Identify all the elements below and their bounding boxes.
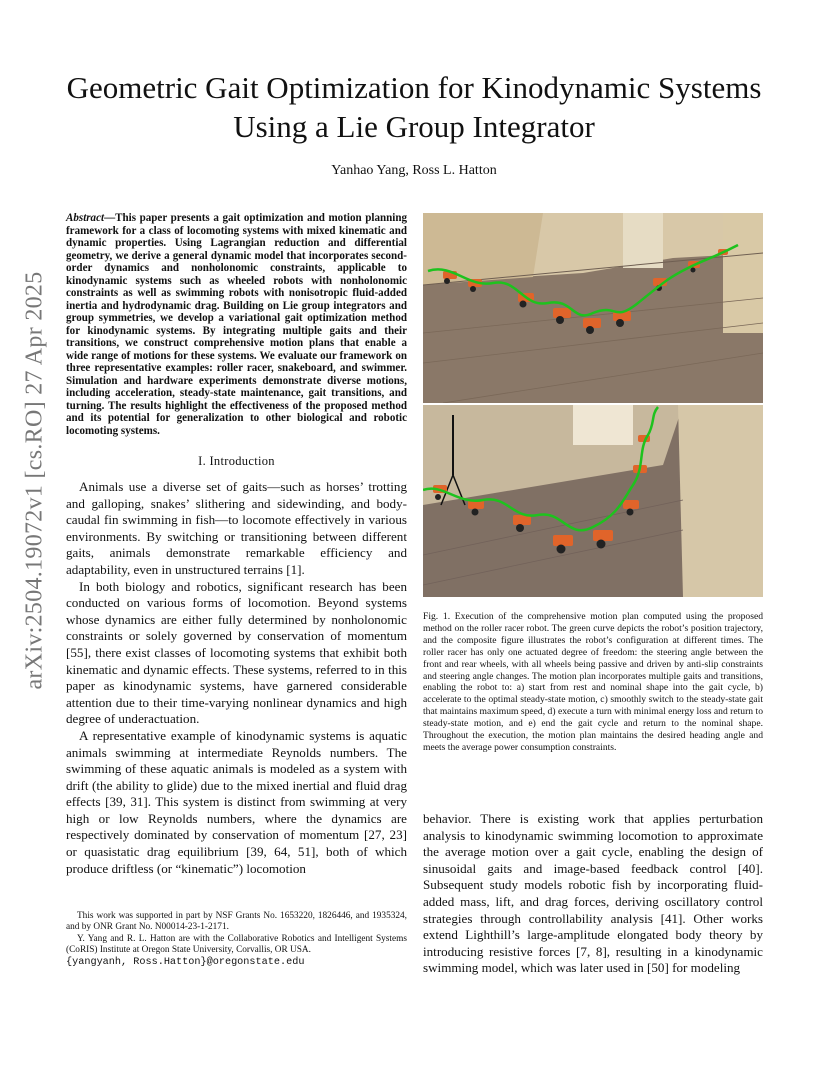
footnote-affiliation: Y. Yang and R. L. Hatton are with the Collaborative Robotics and Intelligent Systems (CoRIS) Institute at Oregon State University, Corvallis, OR USA. [66,933,407,956]
footnote-funding: This work was supported in part by NSF Grants No. 1653220, 1826446, and 1935324, and by ONR Grant No. N00014-23-1-2171. [66,911,407,933]
left-column [66,212,407,877]
intro-paragraph-3: A representative example of kinodynamic systems is aquatic animals swimming at intermediate Reynolds numbers. The swimming of these aquatic animals is modeled as a system with drift (the ability to glide) due to the mixed inertial and fluid drag effects [39, 31]. This system is distinct from swimming at very high or low Reynolds numbers, where the dynamics are respectively dominated by conservation of momentum [27, 23] or quasistatic drag equilibrium [39, 64, 51], both of which produce driftless (or “kinematic”) locomotion [66,727,407,876]
paper-authors: Yanhao Yang, Ross L. Hatton [331,163,497,178]
section-heading: I. Introduction [198,454,275,468]
paper-title: Geometric Gait Optimization for Kinodynamic Systems Using a Lie Group Integrator [66,70,762,144]
intro-paragraph-2: In both biology and robotics, significant research has been conducted on various forms of locomotion. Beyond systems whose dynamics are either fully determined by nonholonomic constraints or solely governed by conservation of momentum [55], there exist classes of locomoting systems that exhibit both kinematic and dynamic effects. These systems, referred to in this paper as kinodynamic systems, have garnered considerable attention due to their time-varying nonlinear dynamics and high degree of underactuation. [66,578,407,727]
footnotes [66,911,407,968]
abstract-label: Abstract [66,212,105,224]
right-column [423,811,763,977]
figure-photo-top [423,213,763,403]
arxiv-stamp-text: arXiv:2504.19072v1 [cs.RO] 27 Apr 2025 [21,270,48,690]
figure-photo-bottom [423,405,763,597]
right-paragraph: behavior. There is existing work that applies perturbation analysis to kinodynamic swimming locomotion to approximate the average motion over a gait cycle, enabling the design of sinusoidal gaits and image-based feedback control [40]. Subsequent study models robotic fish by incorporating fluid-added mass, lift, and drag forces, deriving oscillatory control strategies through controllability analysis [41]. Other works extend Lighthill’s large-amplitude elongated body theory by introducing resistive forces [7, 8], resulting in a kinodynamic swimming model, which was later used in [50] for modeling [423,811,763,976]
abstract [66,212,407,437]
arxiv-stamp [18,270,52,690]
footnote-emails: {yangyanh, Ross.Hatton}@oregonstate.edu [66,956,305,968]
intro-paragraph-1: Animals use a diverse set of gaits—such as horses’ trotting and galloping, snakes’ slithering and sidewinding, and body-caudal fin swimming in fish—to locomote effectively in various environments. By switching or transitioning between different gaits, animals demonstrate remarkable efficiency and adaptability, even in unstructured terrains [1]. [66,479,407,577]
figure-caption: Fig. 1. Execution of the comprehensive motion plan computed using the proposed method on the roller racer robot. The green curve depicts the robot’s position trajectory, and the composite figure illustrates the robot’s configuration at different times. The roller racer has only one actuated degree of freedom: the steering angle between the front and rear wheels, with all wheels being passive and driven by anti-slip constraints and steering angle changes. The motion plan incorporates multiple gaits and transitions, enabling the robot to: a) start from rest and nominal shape into the gait cycle, b) accelerate to the optimal steady-state motion, c) smoothly switch to the steady-state gait that maintains maximum speed, d) execute a turn with minimal energy loss and return to steady-state motion, and e) end the gait cycle and return to the nominal shape. Throughout the execution, the motion plan maintains the desired heading angle and meets the average power consumption constraints. [423,611,763,753]
abstract-text: —This paper presents a gait optimization and motion planning framework for a class of locomoting systems with mixed kinematic and dynamic properties. Using Lagrangian reduction and differential geometry, we derive a general dynamic model that incorporates second-order dynamics and nonholonomic constraints, applicable to kinodynamic systems such as wheeled robots with nonholonomic constraints as well as swimming robots with nonisotropic fluid-added inertia and hydrodynamic drag. Building on Lie group integrators and group symmetries, we develop a variational gait optimization method for kinodynamic systems. By integrating multiple gaits and their transitions, we construct comprehensive motion plans that enable a wide range of motions for these systems. We evaluate our framework on three representative examples: roller racer, snakeboard, and swimmer. Simulation and hardware experiments demonstrate diverse motions, including acceleration, steady-state maintenance, gait transitions, and turning. The results highlight the effectiveness of the proposed method and its potential for generalization to other biological and robotic locomoting systems. [66,212,407,437]
